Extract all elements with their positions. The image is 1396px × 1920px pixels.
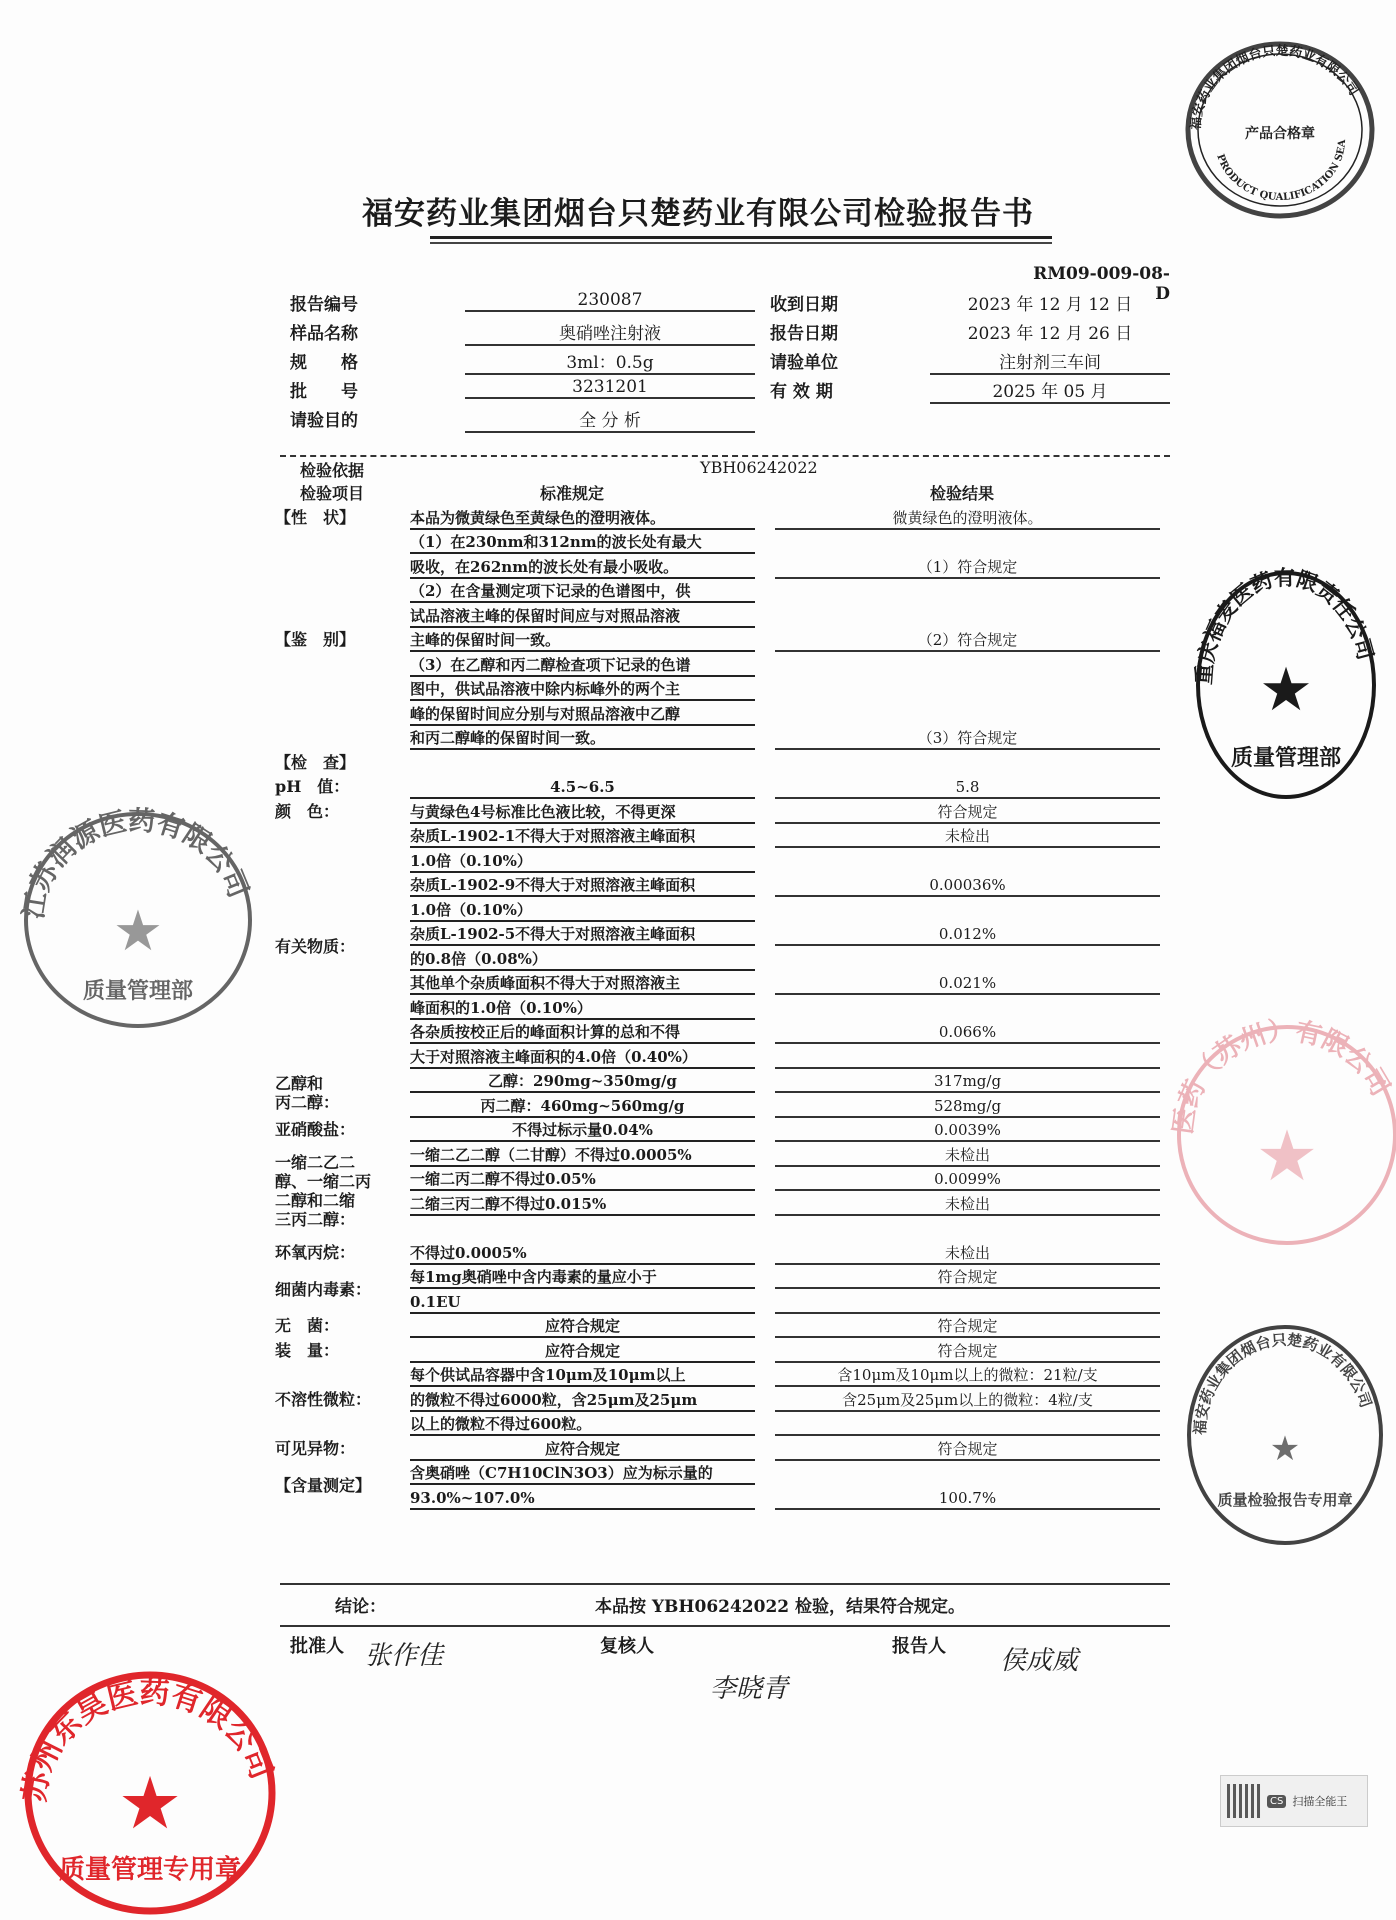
header-value: 2023 年 12 月 26 日 [967, 324, 1133, 344]
standard-text: 试品溶液主峰的保留时间应与对照品溶液 [410, 606, 755, 628]
standard-text: 杂质L-1902-1不得大于对照溶液主峰面积 [410, 826, 755, 848]
result-text: 0.0039% [775, 1120, 1160, 1142]
test-item-label: 亚硝酸盐： [275, 1120, 356, 1140]
header-label: 收到日期 [770, 295, 838, 315]
test-item-row [275, 1069, 1175, 1118]
header-value: 奥硝唑注射液 [465, 319, 755, 346]
header-value: 2023 年 12 月 12 日 [967, 295, 1133, 315]
result-text: 未检出 [775, 826, 1160, 848]
test-item-line [410, 1485, 1175, 1510]
header-label: 报告日期 [770, 324, 838, 344]
test-item-label: 乙醇和 丙二醇： [275, 1074, 340, 1112]
header-label: 请验目的 [290, 411, 358, 431]
test-item-line [410, 1093, 1175, 1118]
star-icon: ★ [117, 1761, 183, 1845]
header-label: 请验单位 [770, 353, 838, 373]
test-item-line [410, 1314, 1175, 1339]
standard-text: 每个供试品容器中含10μm及10μm以上 [410, 1365, 755, 1387]
test-item-line [410, 1338, 1175, 1363]
result-text: 0.066% [775, 1022, 1160, 1044]
jiangsu-qa-stamp [8, 800, 268, 1040]
result-text: （3）符合规定 [775, 728, 1160, 750]
standard-text: 以上的微粒不得过600粒。 [410, 1414, 755, 1436]
header-row [290, 348, 1170, 376]
result-text: 317mg/g [775, 1071, 1160, 1093]
stamp-ring-text: 重庆福麦医药有限责任公司 [1190, 564, 1379, 686]
seal-english-text: PRODUCT QUALIFICATION SEAL [1166, 22, 1349, 204]
approver-label: 批准人 [290, 1636, 344, 1657]
test-item-line [410, 603, 1175, 628]
result-text: 符合规定 [775, 1267, 1160, 1289]
test-item-label: 【检 查】 [275, 752, 356, 772]
conclusion-text: 本品按 YBH06242022 检验，结果符合规定。 [595, 1597, 966, 1617]
test-item-line [410, 1118, 1175, 1143]
standard-text: 应符合规定 [410, 1341, 755, 1363]
result-column-header: 检验结果 [930, 484, 995, 503]
standard-column-header: 标准规定 [540, 484, 605, 503]
standard-text: 不得过标示量0.04% [410, 1120, 755, 1142]
test-item-label: 可见异物： [275, 1438, 356, 1458]
standard-text: 其他单个杂质峰面积不得大于对照溶液主 [410, 973, 755, 995]
test-item-row [275, 1363, 1175, 1437]
test-item-line [410, 701, 1175, 726]
test-item-line [410, 848, 1175, 873]
test-item-line [410, 946, 1175, 971]
basis-label: 检验依据 [300, 461, 365, 480]
stamp-ring-text: 江苏润源医药有限公司 [18, 805, 254, 922]
items-label: 检验项目 [300, 484, 365, 503]
standard-text: 与黄绿色4号标准比色液比较，不得更深 [410, 802, 755, 824]
result-text: （1）符合规定 [775, 557, 1160, 579]
test-item-line [410, 824, 1175, 849]
test-item-line [410, 1069, 1175, 1094]
seal-ring-text: 福安药业集团烟台只楚药业有限公司 [1188, 43, 1362, 131]
standard-text: （3）在乙醇和丙二醇检查项下记录的色谱 [410, 655, 755, 677]
test-item-line [410, 677, 1175, 702]
header-label: 规 格 [290, 353, 358, 373]
test-item-line [410, 652, 1175, 677]
test-item-label: 一缩二乙二 醇、一缩二丙 二醇和二缩 三丙二醇： [275, 1153, 372, 1229]
scanner-name: 扫描全能王 [1292, 1795, 1348, 1808]
standard-text: 杂质L-1902-5不得大于对照溶液主峰面积 [410, 924, 755, 946]
approver-signature: 张作佳 [365, 1641, 444, 1671]
header-value: 注射剂三车间 [930, 348, 1170, 375]
test-item-row [275, 1436, 1175, 1461]
standard-text: 各杂质按校正后的峰面积计算的总和不得 [410, 1022, 755, 1044]
test-item-row [275, 750, 1175, 775]
conclusion-label: 结论： [335, 1597, 386, 1617]
test-item-line [410, 579, 1175, 604]
test-item-label: 装 量： [275, 1340, 340, 1360]
result-text: 0.012% [775, 924, 1160, 946]
standard-text: 一缩二乙二醇（二甘醇）不得过0.0005% [410, 1145, 755, 1167]
scanner-watermark [1220, 1775, 1368, 1827]
reporter-signature: 侯成威 [1000, 1646, 1079, 1676]
result-text: 未检出 [775, 1145, 1160, 1167]
result-text: 符合规定 [775, 1439, 1160, 1461]
test-item-line [410, 1412, 1175, 1437]
standard-text: 应符合规定 [410, 1439, 755, 1461]
standard-text: 峰面积的1.0倍（0.10%） [410, 998, 755, 1020]
standard-text: （1）在230nm和312nm的波长处有最大 [410, 532, 755, 554]
test-item-row [275, 1240, 1175, 1265]
test-item-label: 细菌内毒素： [275, 1279, 372, 1299]
result-text: 528mg/g [775, 1096, 1160, 1118]
result-text: 符合规定 [775, 1341, 1160, 1363]
standard-text: 4.5~6.5 [410, 777, 755, 799]
test-item-line [410, 1387, 1175, 1412]
header-row [290, 290, 1170, 318]
header-label: 样品名称 [290, 324, 358, 344]
test-item-row [275, 799, 1175, 824]
test-item-label: 颜 色： [275, 801, 340, 821]
standard-text: 一缩二丙二醇不得过0.05% [410, 1169, 755, 1191]
stamp-ring-text: 医药（苏州）有限公司 [1168, 1016, 1396, 1136]
test-item-row [275, 1142, 1175, 1240]
standard-text: 丙二醇：460mg~560mg/g [410, 1096, 755, 1118]
result-text: （2）符合规定 [775, 630, 1160, 652]
header-value: 全 分 析 [465, 406, 755, 433]
test-item-label: 环氧丙烷： [275, 1242, 356, 1262]
test-item-line [410, 1167, 1175, 1192]
chongqing-qa-stamp [1186, 560, 1386, 810]
product-qualification-seal [1166, 22, 1390, 230]
standard-text: 主峰的保留时间一致。 [410, 630, 755, 652]
test-item-row [275, 530, 1175, 751]
suzhou-pink-stamp [1162, 1010, 1396, 1260]
test-item-label: 不溶性微粒： [275, 1389, 372, 1409]
test-item-label: 有关物质： [275, 936, 356, 956]
result-text: 0.0099% [775, 1169, 1160, 1191]
result-text: 符合规定 [775, 802, 1160, 824]
test-item-line [410, 505, 1175, 530]
test-item-line [410, 897, 1175, 922]
test-item-label: 【性 状】 [275, 507, 356, 527]
standard-text: 应符合规定 [410, 1316, 755, 1338]
test-item-line [410, 1436, 1175, 1461]
result-text: 符合规定 [775, 1316, 1160, 1338]
star-icon: ★ [1255, 1115, 1319, 1197]
stamp-bottom-text: 质量管理部 [1230, 745, 1342, 771]
header-row [290, 377, 1170, 405]
test-item-line [410, 628, 1175, 653]
test-item-line [410, 1265, 1175, 1290]
test-item-line [410, 1461, 1175, 1486]
test-item-line [410, 1240, 1175, 1265]
header-value: 3ml：0.5g [465, 348, 755, 375]
standard-text: 乙醇：290mg~350mg/g [410, 1071, 755, 1093]
header-row [290, 319, 1170, 347]
stamp-bottom-text: 质量管理部 [82, 978, 194, 1004]
test-item-label: 无 菌： [275, 1316, 340, 1336]
header-value: 230087 [465, 290, 755, 312]
result-text: 100.7% [775, 1488, 1160, 1510]
header-label: 批 号 [290, 382, 358, 402]
header-value: 2025 年 05 月 [930, 377, 1170, 404]
result-text: 0.00036% [775, 875, 1160, 897]
result-text: 含10μm及10μm以上的微粒：21粒/支 [775, 1365, 1160, 1387]
svg-text:福安药业集团烟台只楚药业有限公司 [1191, 1331, 1375, 1437]
test-item-row [275, 775, 1175, 800]
test-item-line [410, 873, 1175, 898]
report-title: 福安药业集团烟台只楚药业有限公司检验报告书 [362, 196, 1034, 232]
stamp-bottom-text: 质量管理专用章 [58, 1855, 242, 1885]
test-item-row [275, 1118, 1175, 1143]
standard-text: 杂质L-1902-9不得大于对照溶液主峰面积 [410, 875, 755, 897]
standard-text: 峰的保留时间应分别与对照品溶液中乙醇 [410, 704, 755, 726]
test-item-line [410, 922, 1175, 947]
dongyi-red-stamp [17, 1668, 280, 1918]
reviewer-label: 复核人 [600, 1636, 654, 1657]
seal-center-text: 产品合格章 [1245, 126, 1315, 142]
standard-text: 1.0倍（0.10%） [410, 851, 755, 873]
standard-text: 1.0倍（0.10%） [410, 900, 755, 922]
standard-text: 93.0%~107.0% [410, 1488, 755, 1510]
conclusion-top-rule [280, 1583, 1170, 1585]
test-item-line [410, 1142, 1175, 1167]
standard-text: 的微粒不得过6000粒，含25μm及25μm [410, 1390, 755, 1412]
standard-text: 的0.8倍（0.08%） [410, 949, 755, 971]
test-item-line [410, 726, 1175, 751]
conclusion-bottom-rule [280, 1625, 1170, 1627]
standard-text: （2）在含量测定项下记录的色谱图中，供 [410, 581, 755, 603]
standard-text: 本品为微黄绿色至黄绿色的澄明液体。 [410, 508, 755, 530]
header-row [290, 406, 1170, 434]
star-icon: ★ [112, 899, 164, 964]
header-label: 有 效 期 [770, 382, 833, 402]
document-code: RM09-009-08-D [1033, 264, 1170, 304]
standard-text: 二缩三丙二醇不得过0.015% [410, 1194, 755, 1216]
qr-code-icon [1227, 1784, 1261, 1818]
test-item-line [410, 995, 1175, 1020]
result-text: 未检出 [775, 1194, 1160, 1216]
test-item-label: 【鉴 别】 [275, 630, 356, 650]
test-item-line [410, 775, 1175, 800]
star-icon: ★ [1269, 1429, 1301, 1469]
test-items-table [275, 505, 1175, 1510]
test-item-row [275, 824, 1175, 1069]
test-item-row [275, 505, 1175, 530]
result-text: 微黄绿色的澄明液体。 [775, 508, 1160, 530]
title-underline [430, 236, 1052, 244]
result-text: 5.8 [775, 777, 1160, 799]
test-item-line [410, 799, 1175, 824]
header-label: 报告编号 [290, 295, 358, 315]
test-item-line [410, 1191, 1175, 1216]
result-text: 0.021% [775, 973, 1160, 995]
standard-text: 吸收，在262nm的波长处有最小吸收。 [410, 557, 755, 579]
section-divider [280, 455, 1170, 457]
basis-value: YBH06242022 [700, 458, 818, 477]
test-item-line [410, 1289, 1175, 1314]
test-item-line [410, 971, 1175, 996]
test-item-line [410, 1044, 1175, 1069]
star-icon: ★ [1259, 655, 1313, 725]
result-text: 含25μm及25μm以上的微粒：4粒/支 [775, 1390, 1160, 1412]
scanner-logo: CS [1267, 1795, 1286, 1808]
reporter-label: 报告人 [892, 1636, 946, 1657]
stamp-ring-text: 福安药业集团烟台只楚药业有限公司 [1190, 1330, 1375, 1436]
header-value: 3231201 [465, 377, 755, 399]
test-item-row [275, 1461, 1175, 1510]
test-item-label: pH 值： [275, 777, 350, 797]
test-item-row [275, 1265, 1175, 1314]
test-item-row [275, 1338, 1175, 1363]
stamp-bottom-text: 质量检验报告专用章 [1217, 1491, 1353, 1509]
stamp-ring-text: 苏州东昊医药有限公司 [17, 1675, 279, 1805]
standard-text: 和丙二醇峰的保留时间一致。 [410, 728, 755, 750]
test-item-row [275, 1314, 1175, 1339]
test-item-line [410, 554, 1175, 579]
standard-text: 0.1EU [410, 1292, 755, 1314]
standard-text: 每1mg奥硝唑中含内毒素的量应小于 [410, 1267, 755, 1289]
reviewer-signature: 李晓青 [710, 1674, 789, 1704]
test-item-line [410, 1363, 1175, 1388]
test-item-line [410, 1216, 1175, 1241]
svg-text:福安药业集团烟台只楚药业有限公司 [1188, 43, 1362, 132]
standard-text: 不得过0.0005% [410, 1243, 755, 1265]
standard-text: 含奥硝唑（C7H10ClN3O3）应为标示量的 [410, 1463, 755, 1485]
result-text: 未检出 [775, 1243, 1160, 1265]
test-item-line [410, 530, 1175, 555]
test-item-line [410, 1020, 1175, 1045]
standard-text: 大于对照溶液主峰面积的4.0倍（0.40%） [410, 1047, 755, 1069]
report-seal-stamp [1180, 1320, 1390, 1550]
standard-text: 图中，供试品溶液中除内标峰外的两个主 [410, 679, 755, 701]
test-item-label: 【含量测定】 [275, 1475, 372, 1495]
